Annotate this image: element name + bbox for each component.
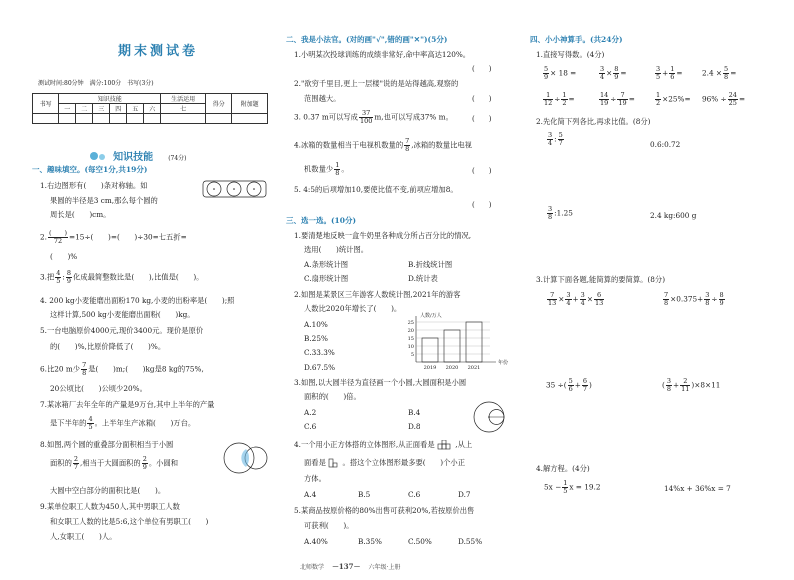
expr-3: 35 ÷( $\frac{5}{6}$ + $\frac{6}{7}$ ) [546,377,592,393]
top-view-icon [328,458,340,468]
p4-s1: 1.直接写得数。(4分) [536,50,605,59]
expr-2: $\frac{7}{8}$ ×0.375+ $\frac{3}{8}$ ÷ $\frac{8}{9}$ [664,291,724,307]
score-col-7: 七 [161,104,206,114]
p3-q1-optA[interactable]: A.条形统计图 [304,260,349,269]
calc-r2c2: $\frac{14}{19}$ ÷ $\frac{7}{19}$ = [600,91,635,107]
score-cell[interactable] [33,114,59,124]
q9-1: 9.某单位职工人数为450人,其中男职工人数 [40,502,180,511]
q6-2: 20公顷比( )公顷少20%。 [50,384,147,393]
p3-q1-1: 1.要清楚地反映一盒牛奶里各种成分所占百分比的情况, [294,231,472,240]
q6: 6.比20 m少 $\frac{7}{8}$ 是( )m;( )kg是8 kg的75%, [40,361,204,377]
p3-q3-optA[interactable]: A.2 [304,408,317,417]
section-banner [88,145,187,164]
p2-q3: 3. 0.37 m可以写成 $\frac{37}{100}$ m,也可以写成37% m。 [294,109,453,125]
score-col-1: 一 [59,104,76,114]
p2-q1-answer[interactable]: ( ) [472,65,492,73]
p4-s3: 3.计算下面各题,能简算的要简算。(8分) [536,275,666,284]
part4-title: 四、小小神算手。(共24分) [530,35,623,44]
bar-2021 [466,322,482,362]
q8-1: 8.如图,两个圆的重叠部分面积相当于小圆 [40,440,174,449]
calc-r2c1: $\frac{1}{12}$ ÷ $\frac{1}{2}$ = [544,91,575,107]
p3-q3-optC[interactable]: C.6 [304,422,317,431]
q1-1: 1.右边图形有( )条对称轴。如 [40,181,148,190]
chart-title: 人数/万人 [420,313,442,319]
p3-q2-2: 人数比2020年增长了( )。 [304,304,402,313]
part2-title: 二、我是小法官。(对的画"√",错的画"✕")(5分) [286,35,448,44]
score-col-2: 二 [76,104,93,114]
overlapping-circles-figure [222,440,270,476]
ratio-3: $\frac{3}{8}$ :1.25 [548,205,573,221]
expr-1: $\frac{7}{13}$ × $\frac{3}{4}$ + $\frac{3}{4}$ × $\frac{6}{13}$ [548,291,604,307]
score-col-total: 得分 [206,94,232,114]
q4-1: 4. 200 kg小麦能磨出面粉170 kg,小麦的出粉率是( );照 [40,296,235,305]
p3-q1-optC[interactable]: C.扇形统计图 [304,274,349,283]
p3-q4-3: 方体。 [304,474,326,483]
ratio-1: $\frac{3}{4}$ : $\frac{5}{7}$ [548,131,563,147]
p3-q3-1: 3.如图,以大圆半径为直径画一个小圆,大圆面积是小圆 [294,378,467,387]
p3-q5-optB[interactable]: B.35% [358,537,382,546]
q3: 3.把 $\frac{4}{5}$ : $\frac{8}{9}$ 化成最简整数比是( ),比值是( )。 [40,269,204,285]
score-col-bonus: 附加题 [232,94,268,114]
p4-s2: 2.先化简下列各比,再求比值。(8分) [536,117,651,126]
p2-q4-1: 4.冰箱的数量相当于电视机数量的 $\frac{7}{8}$ ,冰箱的数量比电视 [294,137,472,153]
p3-q2-optD[interactable]: D.67.5% [304,363,336,372]
page-footer [300,562,400,572]
nested-circles-figure [472,400,506,434]
part1-title: 一、趣味填空。(每空1分,共19分) [32,165,148,174]
expr-4: ( $\frac{3}{8}$ + $\frac{2}{11}$ )×8×11 [662,377,721,393]
p3-q4-optD[interactable]: D.7 [458,490,471,499]
p3-q1-optD[interactable]: D.统计表 [408,274,438,283]
calc-r1c1: $\frac{5}{9}$ × 18 = [544,65,577,81]
score-col-life: 生活运用 [161,94,206,104]
y-tick-label: 25 [407,320,414,326]
page-number: －137－ [331,562,361,571]
p3-q3-optB[interactable]: B.4 [408,408,421,417]
p3-q2-optA[interactable]: A.10% [304,320,328,329]
ratio-2: 0.6:0.72 [650,140,681,149]
calc-r1c2: $\frac{3}{4}$ × $\frac{8}{9}$ = [600,65,627,81]
footer-brand: 北师数学 [300,564,325,571]
p2-q5-answer[interactable]: ( ) [472,201,492,209]
y-tick-label: 15 [407,336,414,342]
p4-s4: 4.解方程。(4分) [536,464,590,473]
p3-q5-1: 5.某商品按原价格的80%出售可获利20%,若按原价出售 [294,506,475,515]
part3-title: 三、选一选。(10分) [286,216,357,225]
p3-q2-1: 2.如图是某景区三年游客人数统计图,2021年的游客 [294,290,461,299]
calc-r2c4: 96% ÷ $\frac{24}{25}$ = [702,91,746,107]
q8-3: 大圆中空白部分的面积比是( )。 [50,486,166,495]
q5-2: 的( )%,比原价降低了( )%。 [50,342,166,351]
p3-q4-2: 面看是 。搭这个立体图形最多要( )个小正 [304,458,465,467]
p2-q4-2: 机数量少 $\frac{1}{8}$ 。 [304,161,349,177]
q1-3: 周长是( )cm。 [50,210,111,219]
p2-q5: 5. 4:5的后项增加10,要使比值不变,前项应增加8。 [294,185,458,194]
q7-2: 是下半年的 $\frac{4}{5}$ 。上半年生产冰箱( )万台。 [50,415,196,431]
score-col-writing: 书写 [33,94,59,114]
p3-q4-optC[interactable]: C.6 [408,490,421,499]
section-points: (74分) [168,155,187,162]
footer-grade: 六年级·上册 [368,564,401,571]
gear-icon [88,150,108,162]
exam-info: 测试时间:80分钟 满分:100分 书写(3分) [38,80,154,87]
equation-1: 5x − $\frac{1}{5}$ x = 19.2 [544,479,601,495]
page-title: 期末测试卷 [118,44,199,59]
p3-q5-optA[interactable]: A.40% [304,537,328,546]
score-col-5: 五 [127,104,144,114]
q9-2: 和女职工人数的比是5:6,这个单位有男职工( ) [50,517,209,526]
q8-2: 面积的 $\frac{2}{7}$ ,相当于大圆面积的 $\frac{2}{9}$ 。小圆和 [50,455,179,471]
p3-q4-optA[interactable]: A.4 [304,490,317,499]
p3-q2-optC[interactable]: C.33.3% [304,348,335,357]
q7-1: 7.某冰箱厂去年全年的产量是9万台,其中上半年的产量 [40,400,215,409]
p2-q4-answer[interactable]: ( ) [472,167,492,175]
p3-q5-2: 可获利( )。 [304,521,354,530]
p2-q2-1: 2."欲穷千里目,更上一层楼"说的是站得越高,观察的 [294,79,459,88]
y-tick-label: 10 [407,344,414,350]
calc-r1c3: $\frac{3}{5}$ + $\frac{1}{6}$ = [656,65,683,81]
calc-r1c4: 2.4 × $\frac{5}{8}$ = [702,65,737,81]
p2-q2-2: 范围越大。 [304,94,341,103]
front-view-icon [437,440,453,450]
score-table [32,93,268,124]
q2-cont: ( )% [50,252,78,261]
p3-q5-optD[interactable]: D.55% [458,537,483,546]
x-axis-label: 年份 [498,360,509,366]
p3-q4-optB[interactable]: B.5 [358,490,371,499]
p3-q1-optB[interactable]: B.折线统计图 [408,260,453,269]
ratio-4: 2.4 kg:600 g [650,211,697,220]
x-tick-label: 2020 [445,365,459,371]
y-tick-label: 5 [410,352,414,358]
p3-q2-optB[interactable]: B.25% [304,334,328,343]
q2: 2. $\frac{( )}{72}$ =15÷( )=( )÷30=七五折= [40,229,187,245]
p3-q3-optD[interactable]: D.8 [408,422,421,431]
p2-q3-answer[interactable]: ( ) [472,115,492,123]
score-col-4: 四 [110,104,127,114]
q4-2: 这样计算,500 kg小麦能磨出面粉( )kg。 [50,310,195,319]
bar-2019 [422,338,438,362]
x-tick-label: 2019 [423,365,437,371]
equation-2: 14%x + 36%x = 7 [664,484,731,493]
p2-q1: 1.小明某次投球训练的成绩非常好,命中率高达120%。 [294,50,471,59]
q1-2: 果圆的半径是3 cm,那么每个圆的 [50,196,158,205]
q9-3: 人,女职工( )人。 [50,532,117,541]
y-tick-label: 20 [407,328,414,334]
p3-q1-2: 选用( )统计图。 [304,245,369,254]
p3-q5-optC[interactable]: C.50% [408,537,432,546]
score-col-3: 三 [93,104,110,114]
section-label: 知识技能 [113,152,154,163]
q5-1: 5.一台电脑原价4000元,现价3400元。现价是原价 [40,326,204,335]
p3-q4-1: 4.一个用小正方体搭的立体图形,从正面看是 ,从上 [294,440,473,449]
p2-q2-answer[interactable]: ( ) [472,95,492,103]
x-tick-label: 2021 [467,365,481,371]
p3-q3-2: 面积的( )倍。 [304,392,361,401]
score-col-knowledge: 知识技能 [59,94,161,104]
score-col-6: 六 [144,104,161,114]
three-circles-figure [202,180,268,198]
calc-r2c3: $\frac{1}{2}$ ×25%= [656,91,691,107]
visitor-bar-chart [398,312,518,374]
